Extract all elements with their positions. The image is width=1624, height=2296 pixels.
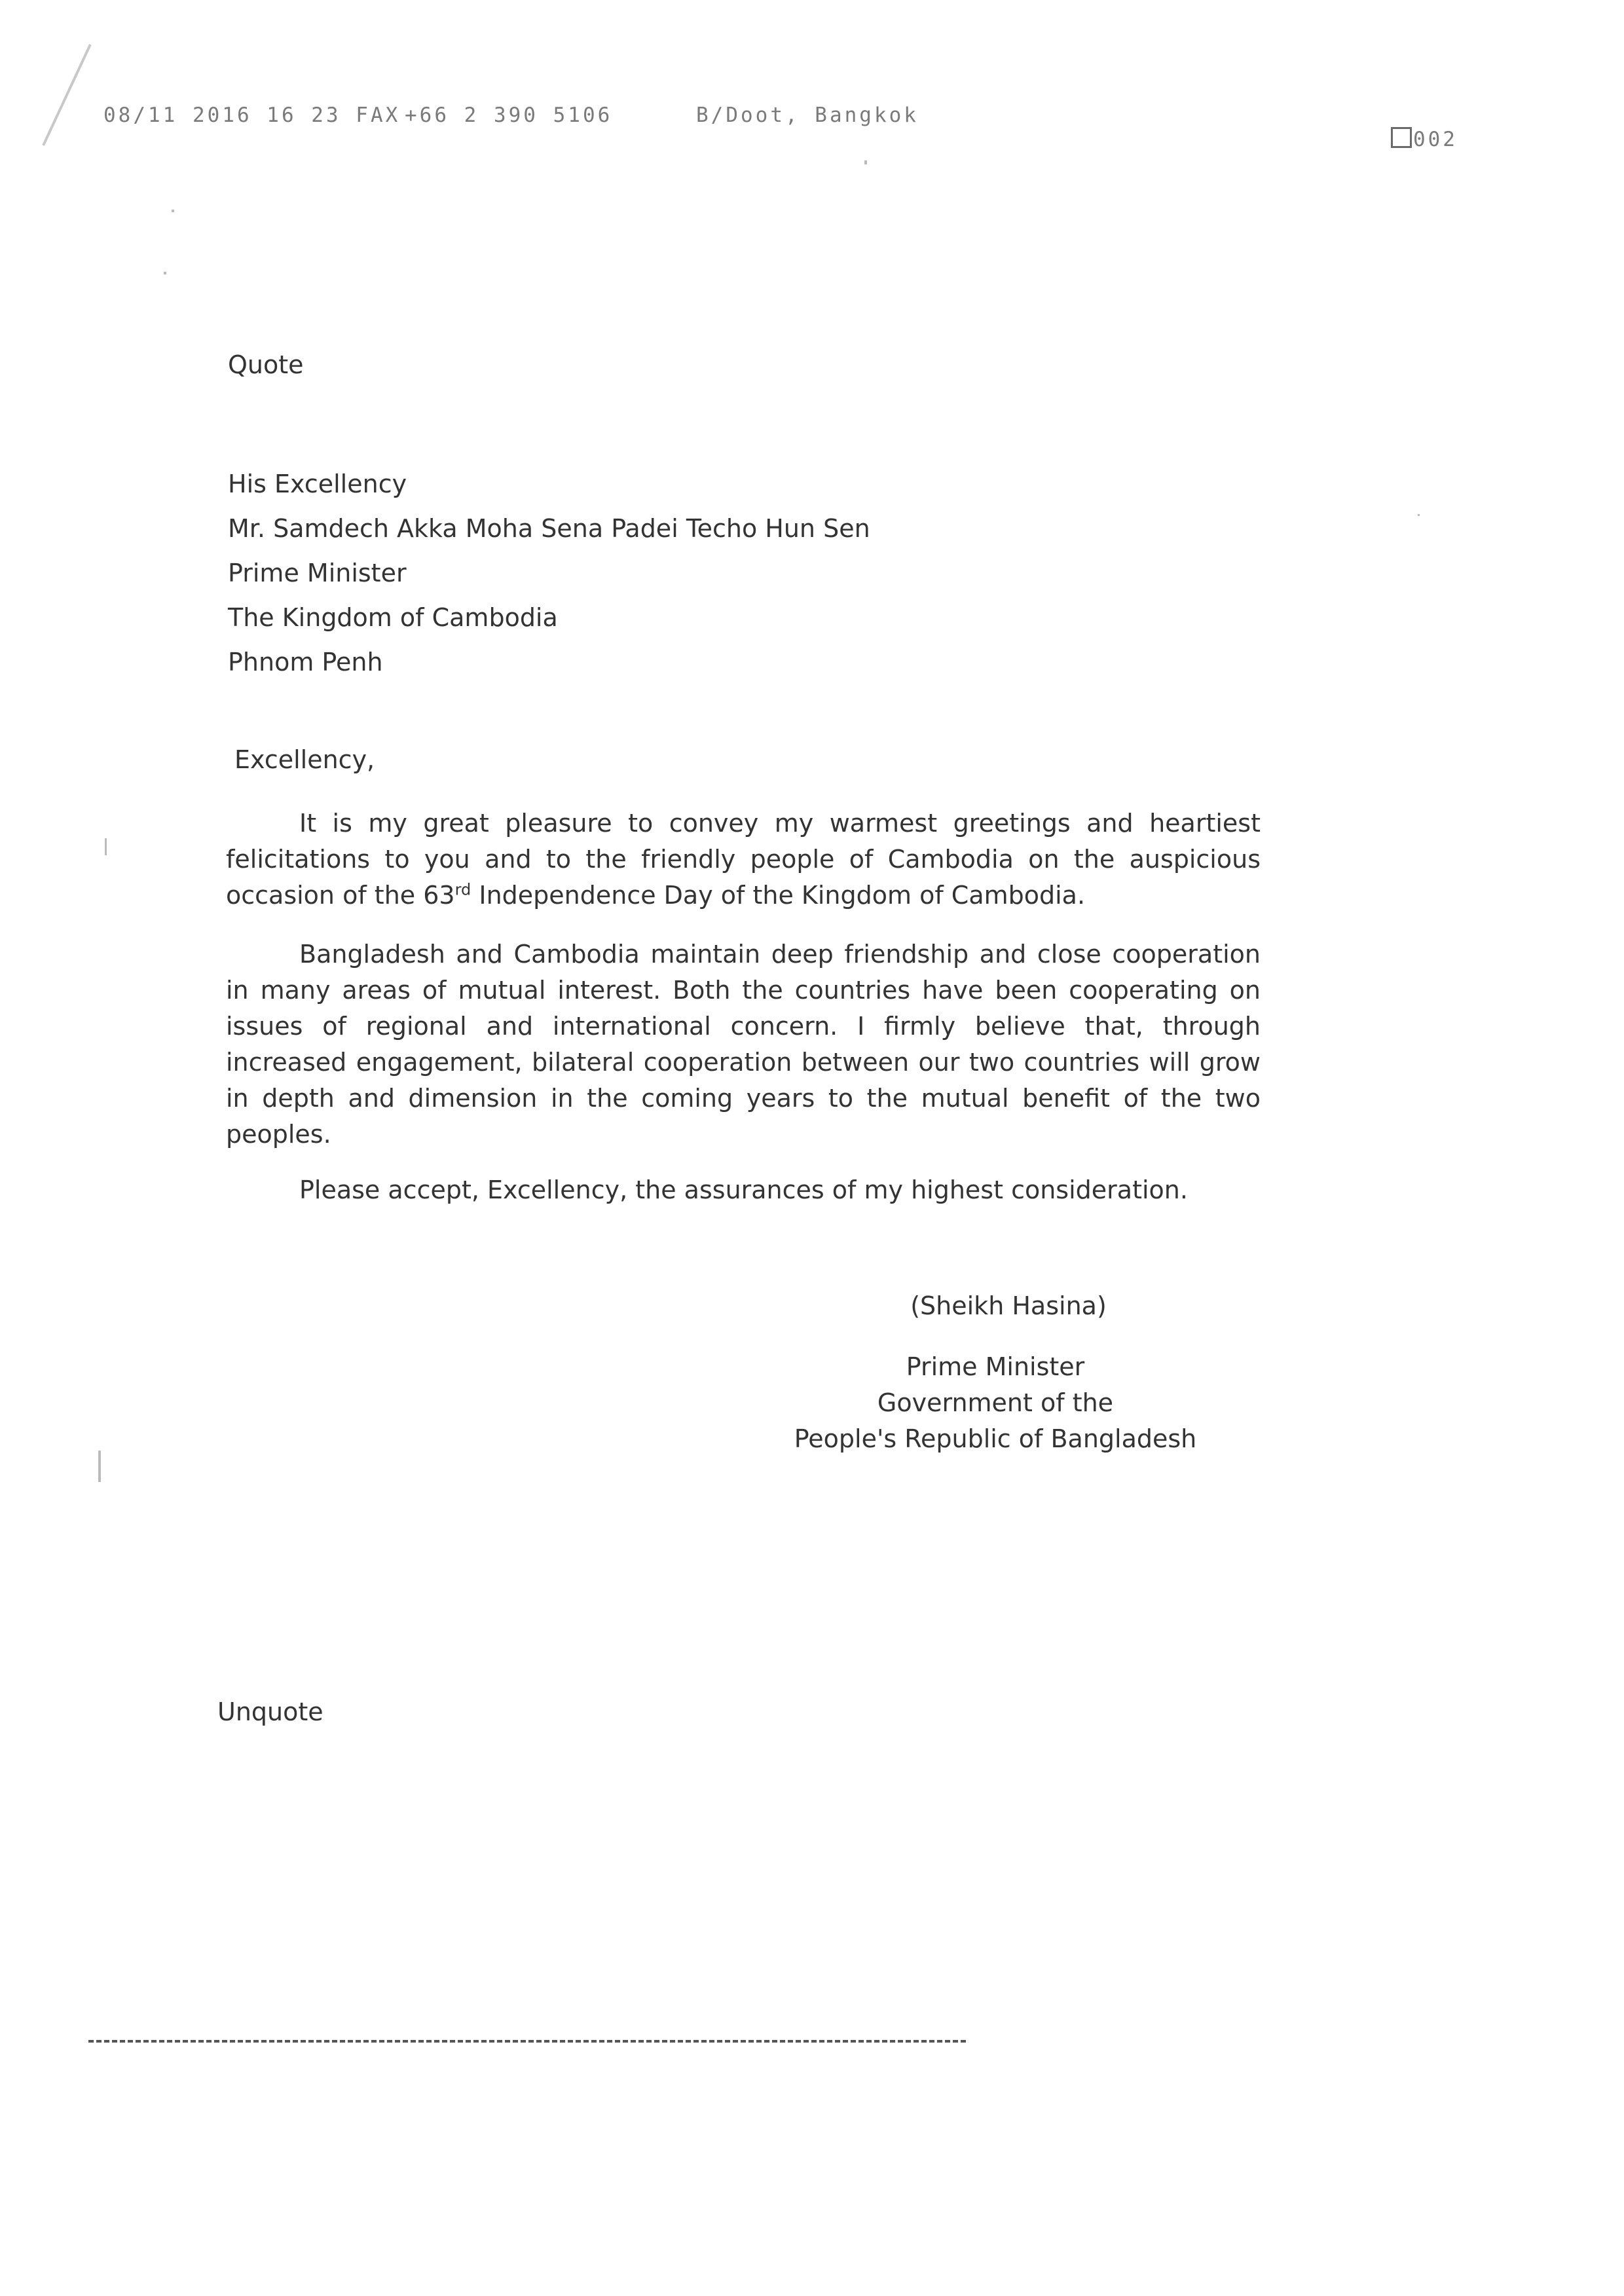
- body-paragraph-2: Bangladesh and Cambodia maintain deep friendship and close cooperation in many areas of mutual interest. Both the countries have been cooperating on issues of regional and international concern. I firmly believe that, through increased engagement, bilateral cooperation between our two countries will grow in depth and dimension in the coming years to the mutual benefit of the two peoples.: [226, 940, 1261, 1149]
- body-paragraph-1: [226, 805, 1261, 914]
- recipient-address: [228, 462, 870, 684]
- address-line-3: Prime Minister: [228, 559, 407, 587]
- quote-open: Quote: [228, 350, 304, 379]
- scan-speck: [105, 838, 107, 855]
- fax-sender: B/Doot, Bangkok: [696, 103, 919, 127]
- fax-number: +66 2 390 5106: [405, 103, 613, 127]
- scan-speck: [1418, 514, 1420, 516]
- signature-title-line-3: People's Republic of Bangladesh: [794, 1424, 1197, 1453]
- fax-page-label: 002: [1412, 128, 1458, 151]
- body-paragraph-3: Please accept, Excellency, the assurances of my highest consideration.: [299, 1176, 1188, 1204]
- scan-speck: [98, 1451, 101, 1482]
- address-line-1: His Excellency: [228, 470, 407, 498]
- scan-speck: [164, 272, 166, 274]
- salutation: Excellency,: [234, 745, 375, 774]
- address-line-4: The Kingdom of Cambodia: [228, 603, 558, 632]
- scan-speck: [172, 210, 174, 212]
- scan-artifact-stroke: [42, 44, 91, 146]
- address-line-2: Mr. Samdech Akka Moha Sena Padei Techo Hun Sen: [228, 514, 870, 543]
- bottom-divider: [88, 2040, 966, 2043]
- address-line-5: Phnom Penh: [228, 648, 383, 676]
- signature-name: (Sheikh Hasina): [910, 1291, 1107, 1320]
- scan-speck: [864, 160, 867, 164]
- ordinal-suffix: rd: [454, 880, 471, 899]
- signature-title-block: [720, 1349, 1270, 1457]
- fax-page-number: [1302, 103, 1458, 175]
- fax-datetime: 08/11 2016 16 23 FAX: [103, 103, 401, 127]
- paragraph-1-text-end: Independence Day of the Kingdom of Cambodia.: [471, 881, 1086, 910]
- signature-title-line-2: Government of the: [877, 1388, 1114, 1417]
- fax-page-icon: [1391, 127, 1412, 148]
- signature-title-line-1: Prime Minister: [906, 1352, 1085, 1381]
- fax-header: [103, 103, 1458, 151]
- quote-close: Unquote: [217, 1697, 323, 1726]
- paragraph-1-text: It is my great pleasure to convey my warmest greetings and heartiest felicitations to you and to the friendly people of Cambodia on the auspicious occasion of the 63: [226, 809, 1261, 910]
